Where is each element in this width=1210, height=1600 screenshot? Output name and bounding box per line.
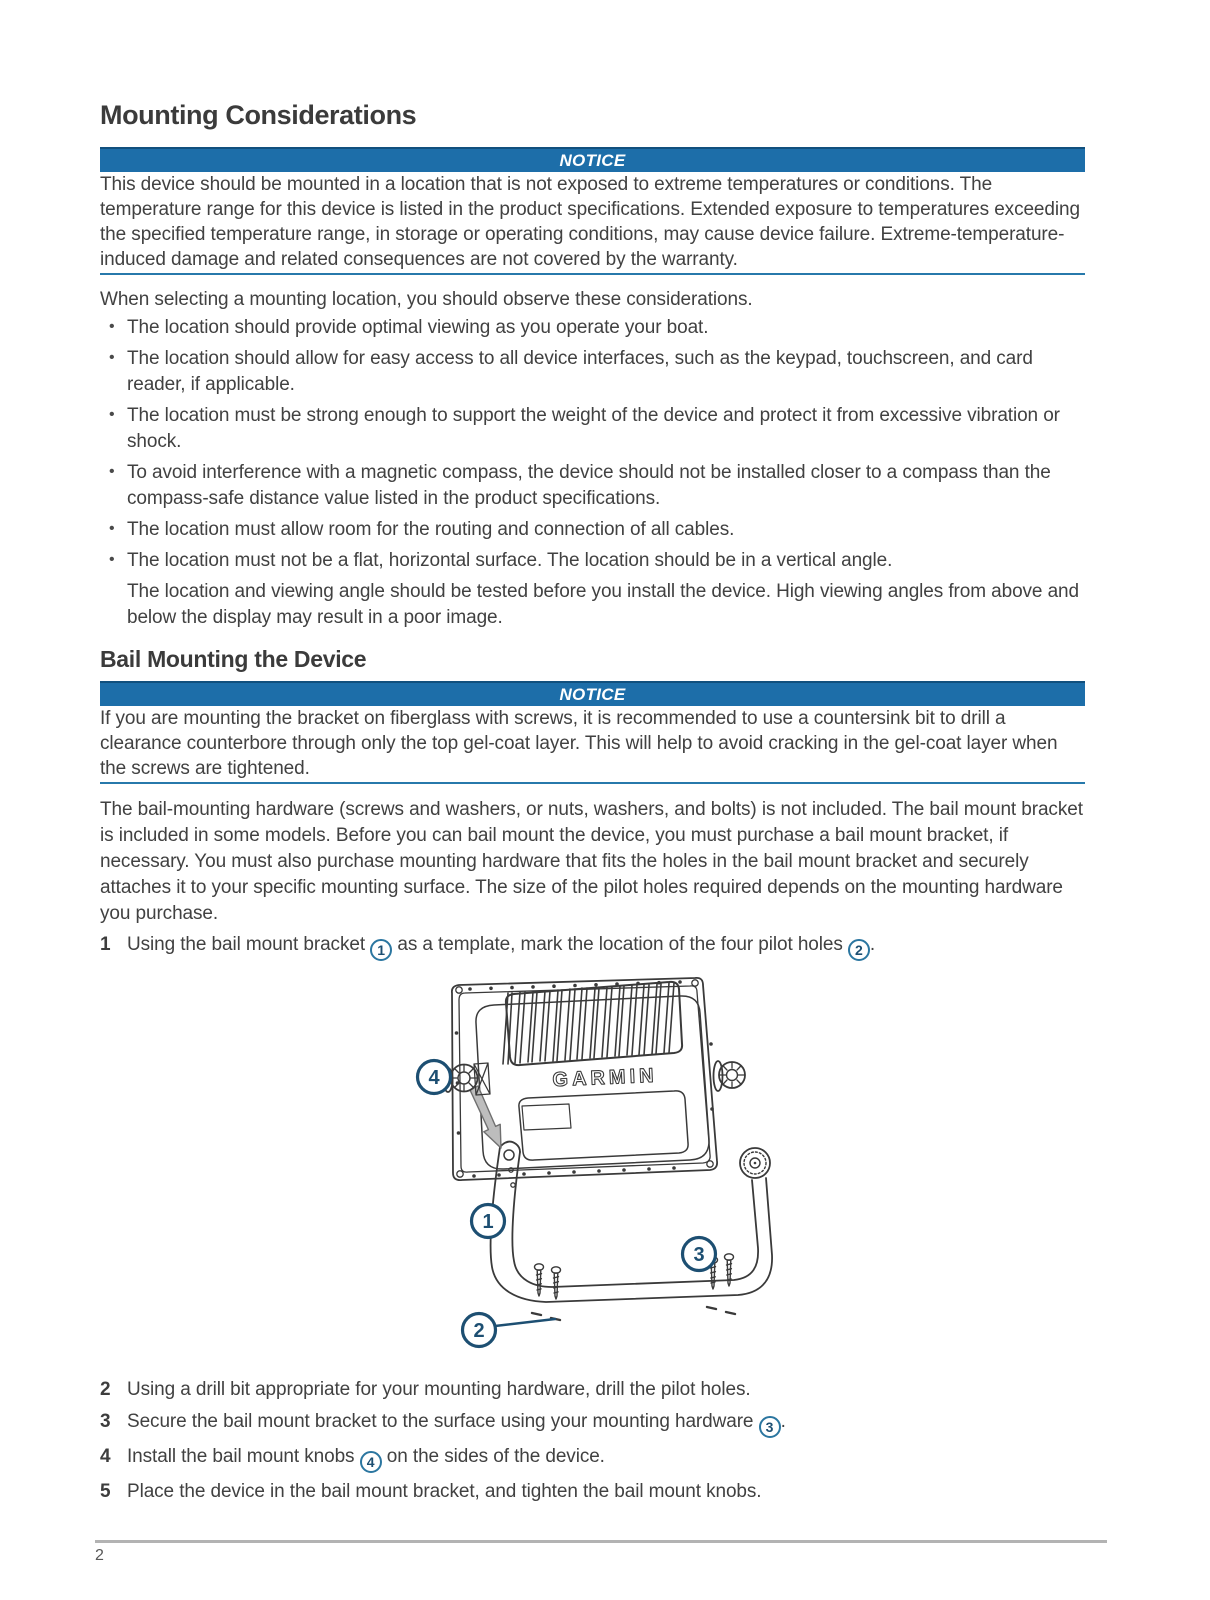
bail-knob-right — [714, 1061, 746, 1091]
bail-mount-paragraph: The bail-mounting hardware (screws and washers, or nuts, washers, and bolts) is not included. The bail mount bracket is included in some models. Before you can bail mount the device, you must purchase a bail mount bracket, if necessary. You must also purchase mounting hardware that fits the holes in the bail mount bracket and securely attaches it to your specific mounting surface. The size of the pilot holes required depends on the mounting hardware you purchase. — [100, 799, 1083, 924]
considerations-list — [100, 315, 1085, 574]
viewing-angle-note: The location and viewing angle should be tested before you install the device. High viewing angles from above and below the display may result in a poor image. — [127, 581, 1079, 628]
pilot-hole-marks — [532, 1307, 735, 1320]
step-text-part: Install the bail mount knobs — [127, 1446, 360, 1467]
callout-1 — [472, 1205, 505, 1238]
callout-3 — [683, 1238, 716, 1271]
callout-2 — [463, 1314, 496, 1347]
callout-ref-1: 1 — [370, 939, 392, 961]
svg-text:3: 3 — [693, 1244, 705, 1266]
step-text-part: Using the bail mount bracket — [127, 934, 371, 955]
step-1 — [100, 932, 1085, 961]
screw — [535, 1264, 544, 1296]
step-text-part: Secure the bail mount bracket to the surface using your mounting hardware — [127, 1411, 759, 1432]
list-item: • The location must not be a flat, horizontal surface. The location should be in a vertical angle. — [100, 548, 1085, 574]
page-content — [100, 100, 1085, 1511]
step-4 — [100, 1444, 1085, 1473]
step-text-part: Place the device in the bail mount bracket, and tighten the bail mount knobs. — [127, 1481, 762, 1502]
step-number: 1 — [100, 934, 111, 955]
step-number: 5 — [100, 1481, 111, 1502]
intro-paragraph: When selecting a mounting location, you should observe these considerations. — [100, 289, 753, 310]
rear-access-panel — [519, 1091, 688, 1160]
list-item: • The location should allow for easy access to all device interfaces, such as the keypad, touchscreen, and card reader, if applicable. — [100, 346, 1085, 398]
step-5 — [100, 1479, 1085, 1505]
notice-text: This device should be mounted in a location that is not exposed to extreme temperatures or conditions. The temperature range for this device is listed in the product specifications. Extended exposure to temperatures exceeding the specified temperature range, in storage or operating conditions, may cause device failure. Extreme-temperature-induced damage and related consequences are not covered by the warranty. — [100, 172, 1085, 275]
svg-text:4: 4 — [428, 1067, 440, 1089]
callout-ref-4: 4 — [360, 1451, 382, 1473]
step-number: 3 — [100, 1411, 111, 1432]
bail-mount-diagram — [410, 963, 822, 1361]
vent-grille — [503, 982, 682, 1065]
callout-4 — [418, 1061, 451, 1094]
step-text — [127, 1479, 1085, 1505]
step-number: 2 — [100, 1379, 111, 1400]
step-text-part: . — [869, 934, 876, 955]
step-text-part: on the sides of the device. — [381, 1446, 605, 1467]
bracket-knurled-boss — [740, 1148, 770, 1178]
svg-text:1: 1 — [482, 1211, 494, 1233]
page-footer — [95, 1540, 1107, 1565]
step-text — [127, 1377, 1085, 1403]
svg-text:2: 2 — [473, 1320, 485, 1342]
step-text-part: as a template, mark the location of the four pilot holes — [392, 934, 848, 955]
step-2 — [100, 1377, 1085, 1403]
section-heading-mounting-considerations: Mounting Considerations — [100, 100, 417, 130]
list-item: • The location should provide optimal viewing as you operate your boat. — [100, 315, 1085, 341]
footer-divider — [95, 1540, 1107, 1543]
callout-ref-2: 2 — [848, 939, 870, 961]
notice-banner: NOTICE — [100, 147, 1085, 172]
callout-ref-3: 3 — [759, 1416, 781, 1438]
garmin-logo-text: GARMIN — [552, 1064, 659, 1092]
step-text — [127, 1409, 1085, 1438]
steps-list — [100, 1377, 1085, 1505]
screw — [552, 1267, 561, 1299]
step-text — [127, 1444, 1085, 1473]
step-number: 4 — [100, 1446, 111, 1467]
step-text — [127, 932, 1085, 961]
section-heading-bail-mounting: Bail Mounting the Device — [100, 646, 367, 672]
page-number: 2 — [95, 1547, 104, 1564]
list-item: • To avoid interference with a magnetic compass, the device should not be installed closer to a compass than the compass-safe distance value listed in the product specifications. — [100, 460, 1085, 512]
step-text-part: . — [780, 1411, 786, 1432]
install-arrow — [470, 1086, 501, 1148]
notice-banner: NOTICE — [100, 681, 1085, 706]
list-item: • The location must allow room for the routing and connection of all cables. — [100, 517, 1085, 543]
list-item: • The location must be strong enough to support the weight of the device and protect it from excessive vibration or shock. — [100, 403, 1085, 455]
step-3 — [100, 1409, 1085, 1438]
notice-text: If you are mounting the bracket on fiberglass with screws, it is recommended to use a countersink bit to drill a clearance counterbore through only the top gel-coat layer. This will help to avoid cracking in the gel-coat layer when the screws are tightened. — [100, 706, 1085, 784]
callout-2-leader — [495, 1319, 555, 1326]
step-text-part: Using a drill bit appropriate for your mounting hardware, drill the pilot holes. — [127, 1379, 751, 1400]
